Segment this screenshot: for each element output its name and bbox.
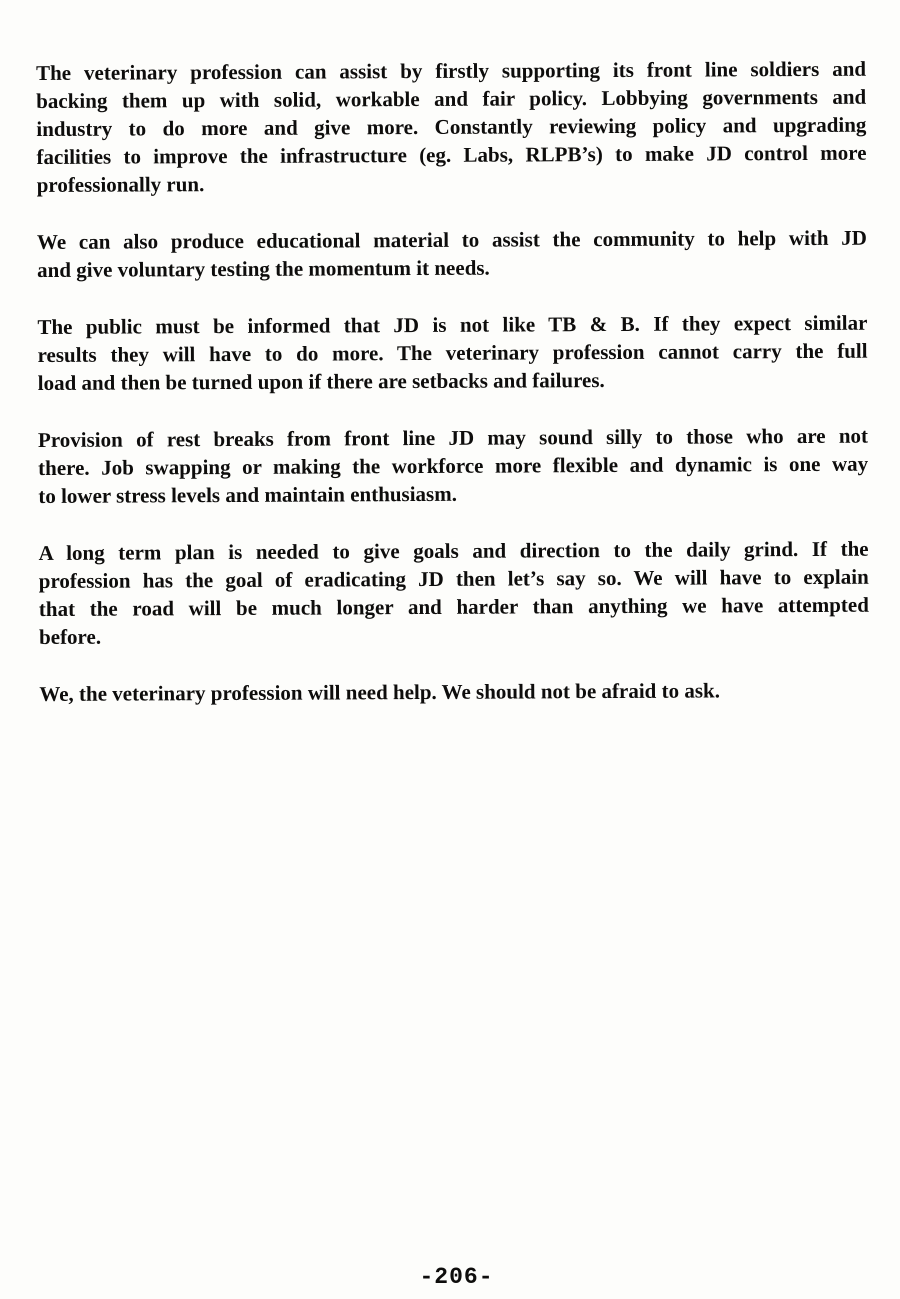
text-line: and give voluntary testing the momentum it needs.	[37, 255, 490, 282]
text-line: Provision of rest breaks from front line JD may sound silly to those who are not	[37, 423, 869, 452]
text-line: The public must be informed that JD is not like TB & B. If they expect similar	[37, 310, 868, 339]
text-line: load and then be turned upon if there are setbacks and failures.	[37, 368, 605, 395]
paragraph	[39, 676, 869, 708]
text-line: backing them up with solid, workable and fair policy. Lobbying governments and	[36, 84, 867, 113]
text-line: professionally run.	[36, 172, 205, 197]
text-line: results they will have to do more. The veterinary profession cannot carry the full	[37, 338, 868, 367]
text-line: A long term plan is needed to give goals and direction to the daily grind. If the	[38, 536, 869, 565]
text-line: The veterinary profession can assist by firstly supporting its front line soldiers and	[36, 56, 867, 85]
text-line: We can also produce educational material to assist the community to help with JD	[36, 225, 868, 254]
document-body	[36, 55, 870, 737]
paragraph	[39, 535, 870, 651]
paragraph	[38, 422, 868, 510]
text-line: there. Job swapping or making the workforce more flexible and dynamic is one way	[38, 451, 869, 480]
text-line: profession has the goal of eradicating JD then let’s say so. We will have to explain	[38, 564, 869, 593]
page-number: -206-	[419, 1264, 494, 1290]
paragraph	[36, 55, 867, 199]
paragraph	[37, 309, 867, 397]
paragraph	[37, 224, 867, 284]
text-line: that the road will be much longer and harder than anything we have attempted	[38, 592, 869, 621]
text-line: We, the veterinary profession will need help. We should not be afraid to ask.	[39, 678, 720, 706]
text-line: industry to do more and give more. Constantly reviewing policy and upgrading	[36, 112, 867, 141]
text-line: facilities to improve the infrastructure (eg. Labs, RLPB’s) to make JD control more	[36, 140, 867, 169]
text-line: before.	[38, 624, 102, 649]
text-line: to lower stress levels and maintain enthusiasm.	[38, 481, 458, 508]
